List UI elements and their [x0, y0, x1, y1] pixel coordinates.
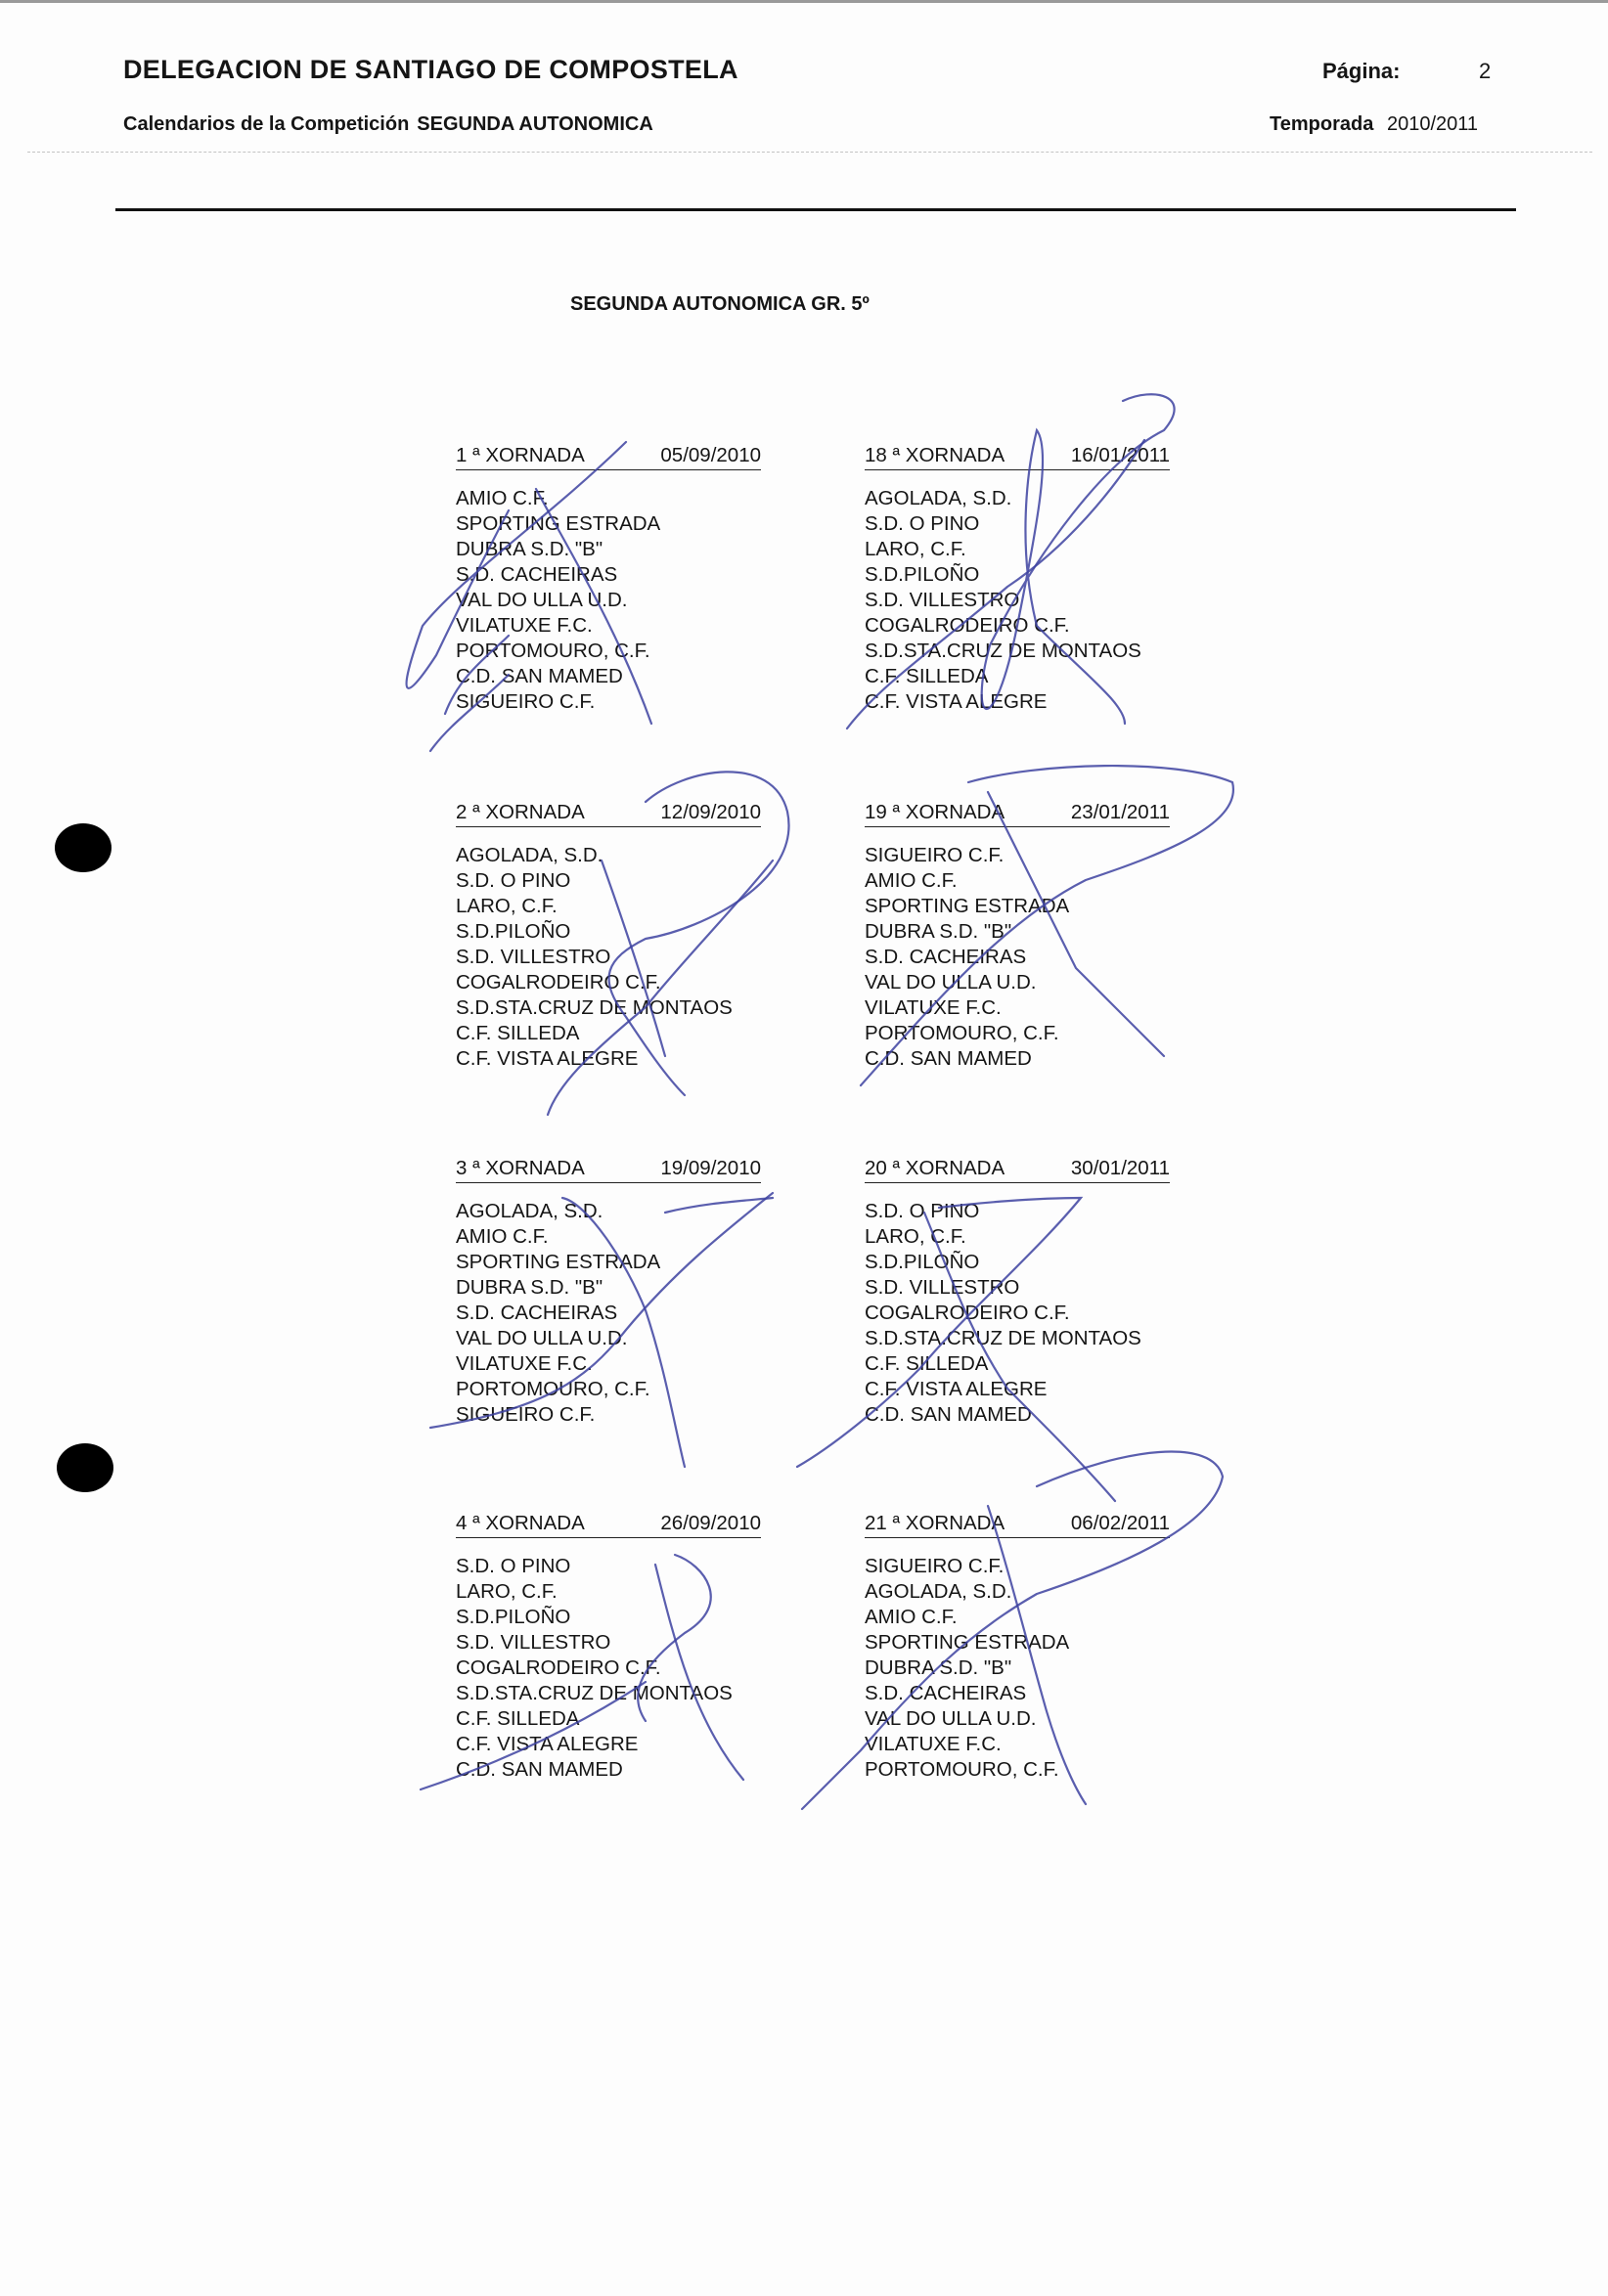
team-name: SIGUEIRO C.F.: [865, 844, 1005, 866]
team-name: AMIO C.F.: [865, 1606, 958, 1628]
round-header: [865, 1156, 1170, 1183]
round-header: [456, 1156, 761, 1183]
team-name: DUBRA S.D. "B": [865, 920, 1012, 943]
round-block: [456, 1511, 761, 1783]
team-name: DUBRA S.D. "B": [865, 1656, 1012, 1679]
team-name: SIGUEIRO C.F.: [456, 690, 596, 713]
header-subtitle: Calendarios de la Competición: [123, 113, 410, 135]
round-date: 23/01/2011: [1070, 801, 1170, 823]
round-label: 3 ª XORNADA: [456, 1157, 585, 1179]
team-name: SPORTING ESTRADA: [865, 1631, 1070, 1654]
team-name: S.D. VILLESTRO: [865, 589, 1020, 611]
team-name: LARO, C.F.: [865, 1225, 966, 1248]
team-list: [865, 486, 1170, 715]
team-name: AGOLADA, S.D.: [865, 487, 1012, 509]
team-name: LARO, C.F.: [456, 1580, 558, 1603]
team-name: VILATUXE F.C.: [865, 996, 1002, 1019]
team-name: S.D. CACHEIRAS: [865, 946, 1027, 968]
round-label: 1 ª XORNADA: [456, 444, 585, 466]
team-name: S.D. O PINO: [456, 1555, 571, 1577]
header-rule: [115, 208, 1516, 211]
team-name: AMIO C.F.: [456, 1225, 549, 1248]
team-name: C.F. VISTA ALEGRE: [865, 690, 1048, 713]
team-name: S.D. O PINO: [456, 869, 571, 892]
team-name: C.D. SAN MAMED: [456, 665, 623, 687]
team-name: S.D.PILOÑO: [456, 920, 571, 943]
team-name: VAL DO ULLA U.D.: [456, 589, 628, 611]
team-name: COGALRODEIRO C.F.: [456, 971, 661, 993]
team-list: [456, 1199, 761, 1428]
team-name: SPORTING ESTRADA: [865, 895, 1070, 917]
team-name: VAL DO ULLA U.D.: [865, 1707, 1037, 1730]
round-block: [865, 800, 1170, 1072]
team-name: S.D.STA.CRUZ DE MONTAOS: [456, 996, 733, 1019]
team-list: [865, 1554, 1170, 1783]
team-name: AGOLADA, S.D.: [456, 1200, 603, 1222]
round-header: [865, 1511, 1170, 1538]
team-name: VAL DO ULLA U.D.: [865, 971, 1037, 993]
team-name: PORTOMOURO, C.F.: [456, 640, 650, 662]
header-divider: [27, 152, 1592, 153]
team-name: DUBRA S.D. "B": [456, 1276, 603, 1299]
team-list: [865, 843, 1170, 1072]
punch-hole: [55, 823, 112, 872]
team-list: [456, 486, 761, 715]
team-name: SPORTING ESTRADA: [456, 512, 661, 535]
round-block: [456, 1156, 761, 1428]
team-name: AMIO C.F.: [865, 869, 958, 892]
round-label: 2 ª XORNADA: [456, 801, 585, 823]
round-block: [865, 1511, 1170, 1783]
round-date: 30/01/2011: [1070, 1157, 1170, 1179]
team-name: C.F. SILLEDA: [865, 665, 989, 687]
round-block: [456, 443, 761, 715]
team-name: S.D.STA.CRUZ DE MONTAOS: [865, 1327, 1141, 1349]
team-name: S.D. O PINO: [865, 1200, 980, 1222]
team-name: C.F. SILLEDA: [865, 1352, 989, 1375]
header-subtitle-line: [123, 113, 653, 136]
team-name: AGOLADA, S.D.: [456, 844, 603, 866]
team-name: VILATUXE F.C.: [456, 1352, 593, 1375]
team-name: DUBRA S.D. "B": [456, 538, 603, 560]
team-name: C.D. SAN MAMED: [865, 1403, 1032, 1426]
team-name: S.D.PILOÑO: [456, 1606, 571, 1628]
round-date: 12/09/2010: [660, 801, 761, 823]
team-name: PORTOMOURO, C.F.: [456, 1378, 650, 1400]
team-name: AGOLADA, S.D.: [865, 1580, 1012, 1603]
round-date: 26/09/2010: [660, 1512, 761, 1534]
round-header: [865, 443, 1170, 470]
round-block: [865, 1156, 1170, 1428]
team-name: S.D.PILOÑO: [865, 1251, 980, 1273]
round-header: [456, 1511, 761, 1538]
round-block: [865, 443, 1170, 715]
round-label: 20 ª XORNADA: [865, 1157, 1005, 1179]
team-name: SIGUEIRO C.F.: [865, 1555, 1005, 1577]
round-label: 21 ª XORNADA: [865, 1512, 1005, 1534]
season-value: 2010/2011: [1387, 113, 1479, 135]
team-name: SPORTING ESTRADA: [456, 1251, 661, 1273]
round-date: 06/02/2011: [1070, 1512, 1170, 1534]
team-name: C.F. VISTA ALEGRE: [456, 1733, 639, 1755]
round-header: [456, 800, 761, 827]
team-name: AMIO C.F.: [456, 487, 549, 509]
header-competition: SEGUNDA AUTONOMICA: [417, 113, 653, 135]
team-name: S.D. VILLESTRO: [456, 1631, 611, 1654]
team-name: VILATUXE F.C.: [865, 1733, 1002, 1755]
team-name: COGALRODEIRO C.F.: [865, 1302, 1070, 1324]
team-name: SIGUEIRO C.F.: [456, 1403, 596, 1426]
page-number: 2: [1479, 59, 1492, 83]
round-header: [865, 800, 1170, 827]
team-name: VILATUXE F.C.: [456, 614, 593, 637]
round-label: 18 ª XORNADA: [865, 444, 1005, 466]
header-title: DELEGACION DE SANTIAGO DE COMPOSTELA: [123, 55, 738, 84]
team-name: S.D. VILLESTRO: [865, 1276, 1020, 1299]
team-name: C.F. SILLEDA: [456, 1022, 580, 1044]
team-name: COGALRODEIRO C.F.: [456, 1656, 661, 1679]
round-label: 4 ª XORNADA: [456, 1512, 585, 1534]
team-name: S.D. CACHEIRAS: [456, 1302, 618, 1324]
punch-hole: [57, 1443, 113, 1492]
team-list: [456, 1554, 761, 1783]
team-name: C.D. SAN MAMED: [865, 1047, 1032, 1070]
team-name: S.D.STA.CRUZ DE MONTAOS: [456, 1682, 733, 1704]
round-header: [456, 443, 761, 470]
team-name: S.D. VILLESTRO: [456, 946, 611, 968]
page-label: Página:: [1322, 59, 1401, 83]
section-title: SEGUNDA AUTONOMICA GR. 5º: [570, 293, 870, 315]
round-date: 05/09/2010: [660, 444, 761, 466]
round-label: 19 ª XORNADA: [865, 801, 1005, 823]
team-name: S.D.STA.CRUZ DE MONTAOS: [865, 640, 1141, 662]
team-name: S.D. CACHEIRAS: [865, 1682, 1027, 1704]
team-name: S.D. O PINO: [865, 512, 980, 535]
season-label: Temporada: [1270, 113, 1374, 135]
team-list: [456, 843, 761, 1072]
team-name: C.F. VISTA ALEGRE: [456, 1047, 639, 1070]
team-name: VAL DO ULLA U.D.: [456, 1327, 628, 1349]
team-name: PORTOMOURO, C.F.: [865, 1022, 1059, 1044]
team-name: C.D. SAN MAMED: [456, 1758, 623, 1781]
team-name: S.D. CACHEIRAS: [456, 563, 618, 586]
top-border: [0, 0, 1608, 3]
team-name: COGALRODEIRO C.F.: [865, 614, 1070, 637]
team-list: [865, 1199, 1170, 1428]
team-name: LARO, C.F.: [456, 895, 558, 917]
team-name: S.D.PILOÑO: [865, 563, 980, 586]
team-name: LARO, C.F.: [865, 538, 966, 560]
team-name: C.F. SILLEDA: [456, 1707, 580, 1730]
round-date: 19/09/2010: [660, 1157, 761, 1179]
round-date: 16/01/2011: [1070, 444, 1170, 466]
team-name: C.F. VISTA ALEGRE: [865, 1378, 1048, 1400]
round-block: [456, 800, 761, 1072]
team-name: PORTOMOURO, C.F.: [865, 1758, 1059, 1781]
